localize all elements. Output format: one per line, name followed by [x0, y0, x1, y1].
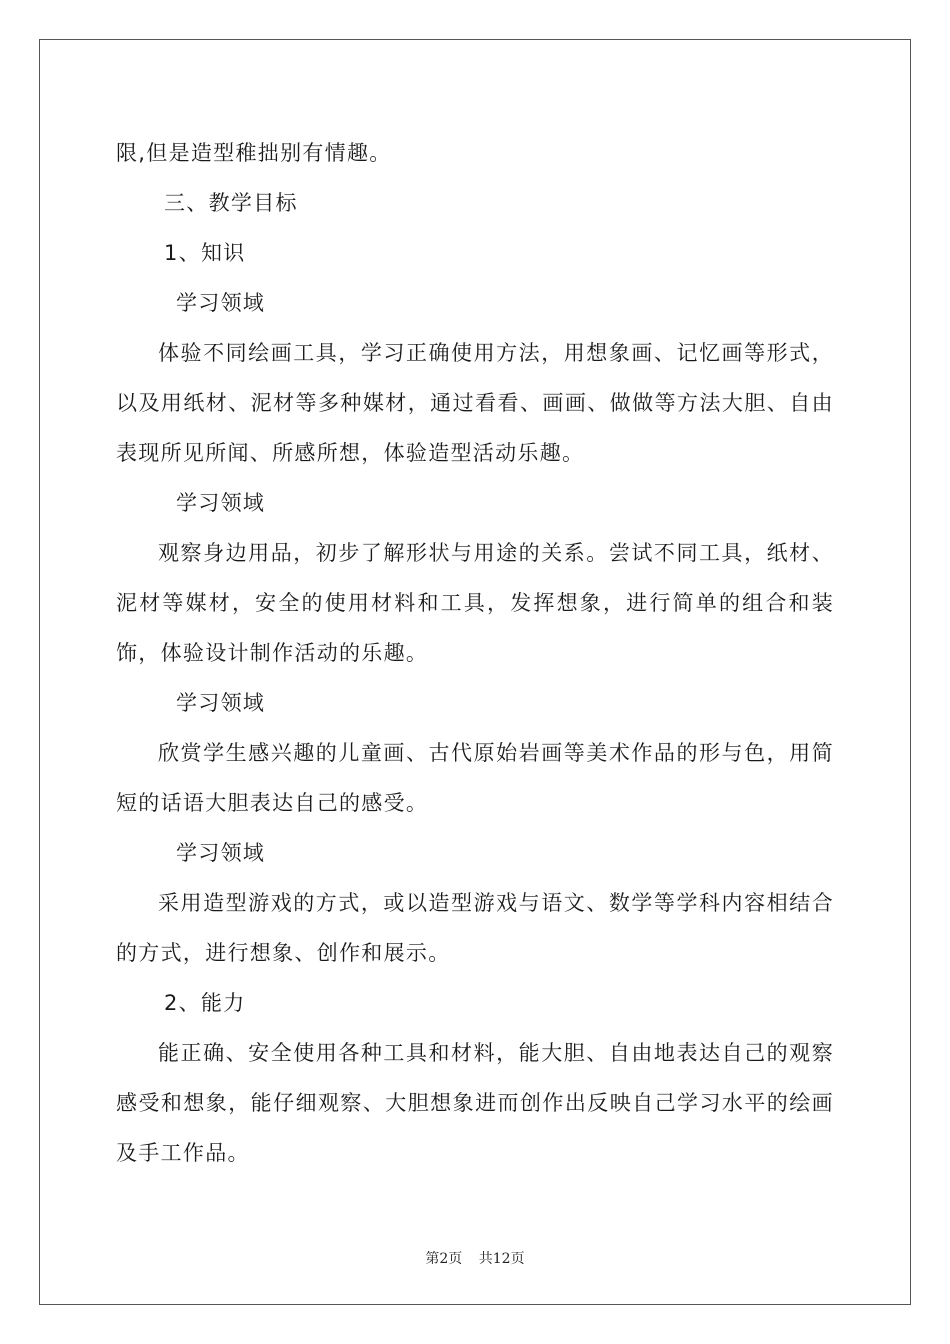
learning-domain-label: 学习领域 [176, 691, 266, 715]
paragraph: 能正确、安全使用各种工具和材料，能大胆、自由地表达自己的观察感受和想象，能仔细观察、大胆想象进而创作出反映自己学习水平的绘画及手工作品。 [116, 1041, 834, 1165]
subsection-heading: 1、知识 [164, 241, 246, 265]
learning-domain-label: 学习领域 [176, 841, 266, 865]
section-heading: 三、教学目标 [164, 191, 298, 215]
subsection-heading: 2、能力 [164, 991, 246, 1015]
total-pages: 共12页 [478, 1251, 525, 1267]
paragraph: 采用造型游戏的方式，或以造型游戏与语文、数学等学科内容相结合的方式，进行想象、创作和展示。 [116, 891, 834, 965]
page-footer [0, 1248, 950, 1268]
paragraph: 欣赏学生感兴趣的儿童画、古代原始岩画等美术作品的形与色，用简短的话语大胆表达自己的感受。 [116, 741, 834, 815]
page-number: 第2页 [425, 1251, 463, 1267]
paragraph: 体验不同绘画工具，学习正确使用方法，用想象画、记忆画等形式，以及用纸材、泥材等多种媒材，通过看看、画画、做做等方法大胆、自由表现所见所闻、所感所想，体验造型活动乐趣。 [116, 341, 834, 465]
learning-domain-label: 学习领域 [176, 491, 266, 515]
paragraph-continued: 限,但是造型稚拙别有情趣。 [116, 141, 392, 165]
document-body [116, 128, 834, 1178]
learning-domain-label: 学习领域 [176, 291, 266, 315]
paragraph: 观察身边用品，初步了解形状与用途的关系。尝试不同工具，纸材、泥材等媒材，安全的使用材料和工具，发挥想象，进行简单的组合和装饰，体验设计制作活动的乐趣。 [116, 541, 834, 665]
